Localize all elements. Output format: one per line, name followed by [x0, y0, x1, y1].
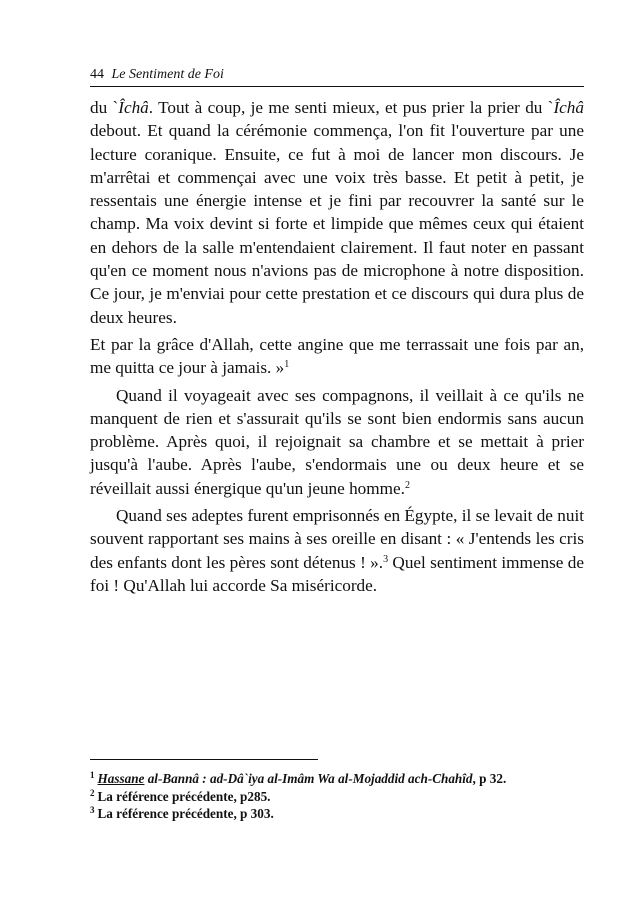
- p2-text: Et par la grâce d'Allah, cette angine que me terrassait une fois par an, me quitta ce jour à jamais. »: [90, 334, 584, 378]
- footnote-ref-2: 2: [404, 479, 410, 491]
- footnote-ref-1: 1: [284, 359, 290, 371]
- footnotes: [90, 759, 584, 823]
- paragraph-1: [90, 96, 584, 329]
- page-content: [90, 66, 584, 597]
- footnote-author: Hassane: [97, 771, 145, 786]
- footnote-2: [90, 788, 584, 806]
- p1-text-c: . Tout à coup, je me senti mieux, et pus prier la prier du `: [148, 98, 554, 117]
- paragraph-4: [90, 504, 584, 597]
- footnote-page: , p 32.: [472, 771, 507, 786]
- footnote-1: [90, 770, 584, 788]
- paragraph-2: [90, 333, 584, 380]
- p1-text-e: debout. Et quand la cérémonie commença, l'on fit l'ouverture par une lecture coranique. Ensuite, ce fut à moi de lancer mon discours. Je m'arrêtai et commençai avec une voix très basse. Et petit à petit, je ressentais une énergie intense et je fini par recouvrer la santé sur le champ. Ma voix devint si forte et limpide que mêmes ceux qui étaient en dehors de la salle m'entendaient clairement. Il faut noter en passant qu'en ce moment nous n'avions pas de microphone à notre disposition. Ce jour, je m'enviai pour cette prestation et ce discours qui dura plus de deux heures.: [90, 121, 584, 327]
- page-number: 44: [90, 67, 104, 82]
- footnote-mark: 1: [90, 770, 95, 780]
- footnote-divider: [90, 759, 318, 760]
- running-header: [90, 66, 584, 87]
- footnote-mark: 2: [90, 787, 95, 798]
- p4-text-b: Quel sentiment immense de foi ! Qu'Allah lui accorde Sa miséricorde.: [90, 552, 584, 595]
- p1-italic-term-2: Îchâ: [553, 98, 584, 117]
- footnote-work-title: al-Bannâ : ad-Dâ`iya al-Imâm Wa al-Mojaddid ach-Chahîd: [144, 771, 473, 786]
- footnote-text: La référence précédente, p 303.: [97, 806, 274, 821]
- footnote-ref-3: 3: [383, 553, 389, 565]
- p4-text-a: Quand ses adeptes furent emprisonnés en Égypte, il se levait de nuit souvent rapportant ses mains à ses oreille en disant : « J'entends les cris des enfants dont les pères sont détenus ! ».: [90, 506, 584, 572]
- paragraph-3: [90, 384, 584, 500]
- p1-text-a: du `: [90, 98, 119, 117]
- footnote-mark: 3: [90, 805, 95, 815]
- p1-italic-term: Îchâ: [118, 98, 149, 117]
- p3-text: Quand il voyageait avec ses compagnons, il veillait à ce qu'ils ne manquent de rien et s'assurait qu'ils se sont bien endormis sans aucun problème. Après quoi, il rejoignait sa chambre et se mettait à prier jusqu'à l'aube. Après l'aube, s'endormais une ou deux heure et se réveillait aussi énergique qu'un jeune homme.: [90, 385, 584, 498]
- footnote-text: La référence précédente, p285.: [97, 788, 271, 804]
- book-title: Le Sentiment de Foi: [111, 67, 224, 82]
- footnote-3: [90, 805, 584, 823]
- body-text: [90, 96, 584, 597]
